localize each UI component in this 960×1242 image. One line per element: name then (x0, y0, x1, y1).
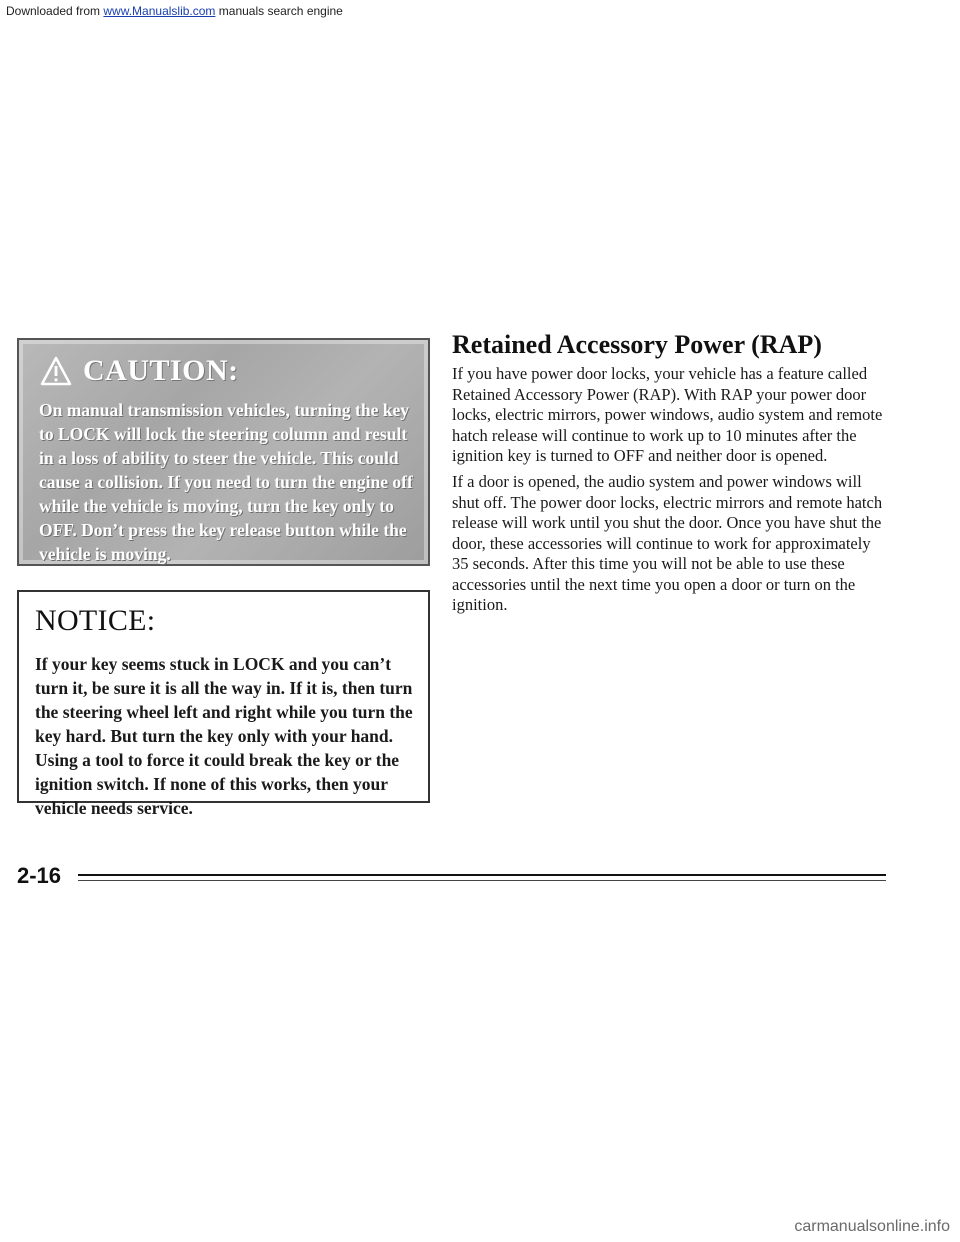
banner-prefix: Downloaded from (6, 4, 104, 18)
caution-text: On manual transmission vehicles, turning the key to LOCK will lock the steering column and result in a loss of ability to steer the vehicle. This could cause a collision. If you need to turn the engine off while the vehicle is moving, turn the key only to OFF. Don’t press the key release button while the vehicle is moving. (39, 400, 413, 564)
warning-triangle-icon (39, 355, 73, 387)
section-title: Retained Accessory Power (RAP) (452, 330, 822, 359)
section-paragraph-2: If a door is opened, the audio system and power windows will shut off. The power door locks, electric mirrors and remote hatch release will work until you shut the door. Once you have shut the door, these accessories will continue to work for approximately 35 seconds. After this time you will not be able to use these accessories until the next time you open a door or turn on the ignition. (452, 472, 883, 614)
caution-header (39, 354, 239, 388)
footer-rule (78, 874, 886, 876)
caution-title: CAUTION: (83, 354, 239, 387)
notice-text: If your key seems stuck in LOCK and you can’t turn it, be sure it is all the way in. If it is, then turn the steering wheel left and right while you turn the key hard. But turn the key only with your hand. Using a tool to force it could break the key or the ignition switch. If none of this works, then your vehicle needs service. (35, 654, 413, 818)
download-banner (0, 0, 349, 22)
page-number: 2-16 (17, 863, 62, 888)
footer-rule-secondary (78, 880, 886, 881)
caution-box (17, 338, 430, 566)
watermark: carmanualsonline.info (794, 1218, 950, 1235)
banner-suffix: manuals search engine (215, 4, 343, 18)
notice-box (17, 590, 430, 818)
notice-title: NOTICE: (35, 604, 156, 637)
manualslib-link[interactable]: www.Manualslib.com (103, 4, 216, 18)
section-paragraph-1: If you have power door locks, your vehicle has a feature called Retained Accessory Power (RAP). With RAP your power door locks, electric mirrors, power windows, audio system and remote hatch release will continue to work up to 10 minutes after the ignition key is turned to OFF and neither door is opened. (452, 364, 883, 465)
